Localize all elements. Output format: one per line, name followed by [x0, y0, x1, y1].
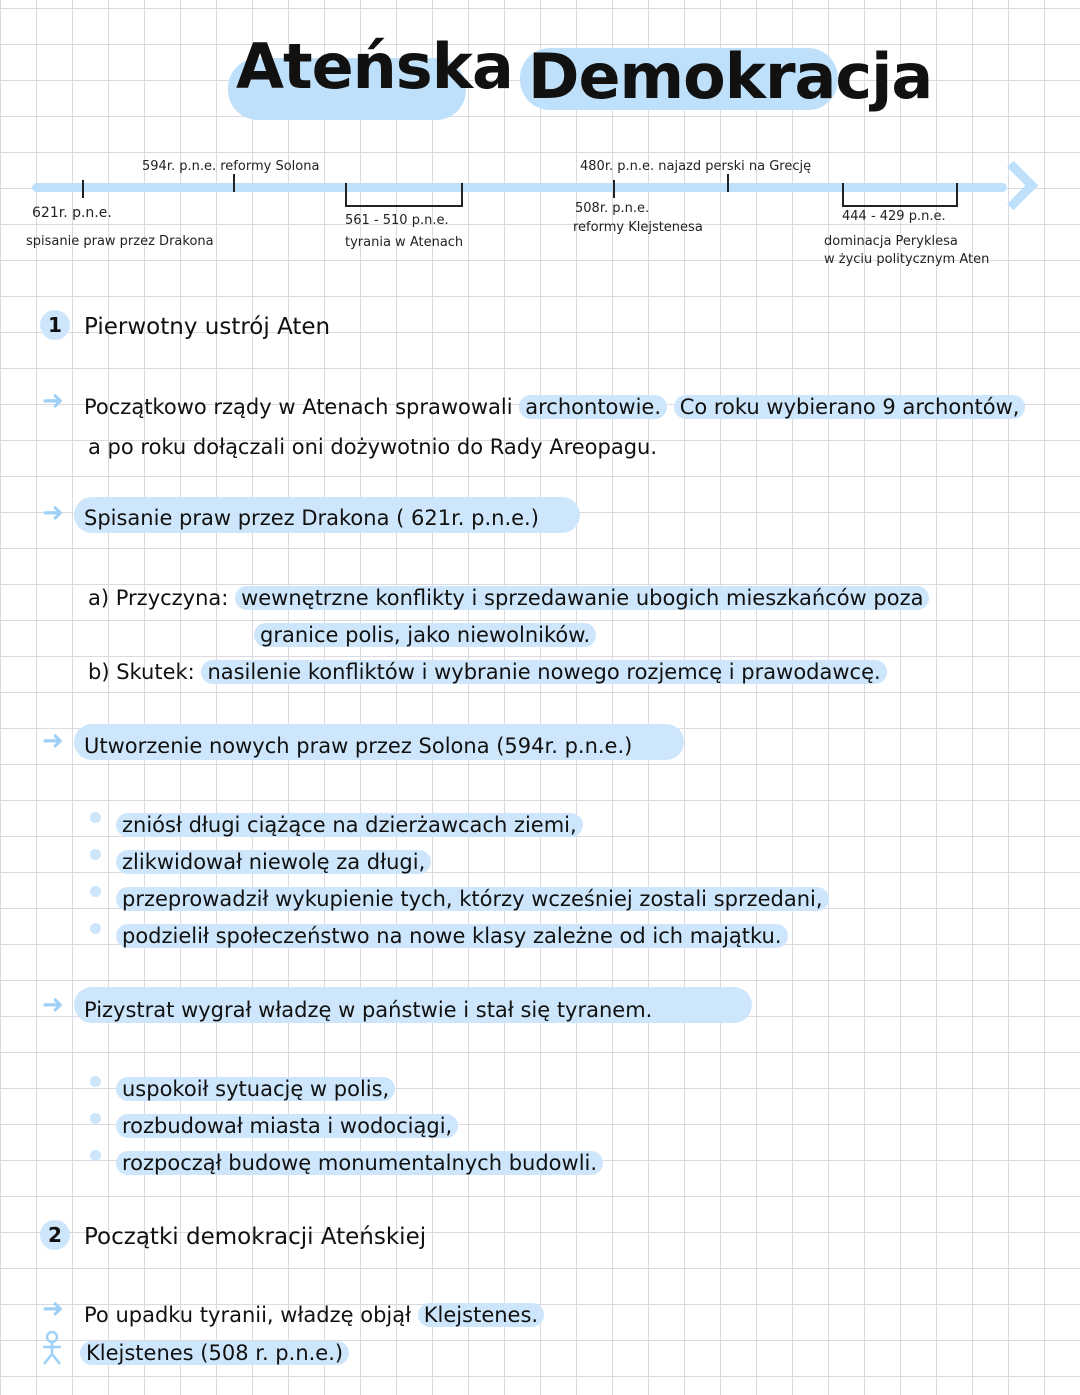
- timeline-text-444-2: w życiu politycznym Aten: [824, 252, 990, 267]
- timeline-date-561: 561 - 510 p.n.e.: [345, 213, 449, 228]
- pizystrat-bullet-1: uspokoił sytuację w polis,: [116, 1074, 395, 1104]
- timeline-text-444-1: dominacja Peryklesa: [824, 234, 958, 249]
- archons-text-a: Początkowo rządy w Atenach sprawowali: [84, 395, 513, 419]
- page-title-word-2: Demokracja: [528, 40, 933, 113]
- timeline-date-508: 508r. p.n.e.: [575, 201, 650, 216]
- arrow-icon: ➜: [42, 1294, 64, 1324]
- bullet-dot: [90, 1113, 101, 1124]
- section-2-title: Początki demokracji Ateńskiej: [84, 1224, 427, 1250]
- bullet-dot: [90, 886, 101, 897]
- arrow-icon: ➜: [42, 498, 64, 528]
- archons-line-1: [84, 392, 1025, 422]
- cause-line-1: [88, 583, 929, 613]
- pizystrat-bullet-3: rozpoczął budowę monumentalnych budowli.: [116, 1148, 603, 1178]
- bullet-dot: [90, 1150, 101, 1161]
- klejstenes-line: [84, 1300, 544, 1330]
- cause-line-2: [254, 620, 596, 650]
- section-2-number: 2: [40, 1220, 70, 1250]
- effect-text: nasilenie konfliktów i wybranie nowego rozjemcę i prawodawcę.: [201, 660, 886, 684]
- cause-text: wewnętrzne konflikty i sprzedawanie ubogich mieszkańców poza: [235, 586, 929, 610]
- timeline-date-621: 621r. p.n.e.: [32, 205, 112, 221]
- bullet-dot: [90, 923, 101, 934]
- bracket-561-510: [345, 183, 463, 207]
- timeline-label-594: 594r. p.n.e. reformy Solona: [142, 159, 320, 174]
- section-1-title: Pierwotny ustrój Aten: [84, 314, 331, 340]
- klejstenes-heading: Klejstenes (508 r. p.n.e.): [80, 1338, 349, 1368]
- page-title-word-1: Ateńska: [236, 30, 513, 103]
- effect-label: b) Skutek:: [88, 660, 195, 684]
- solon-bullet-4: podzielił społeczeństwo na nowe klasy zależne od ich majątku.: [116, 921, 788, 951]
- archons-line-2: a po roku dołączali oni dożywotnio do Rady Areopagu.: [88, 435, 658, 459]
- arrow-icon: ➜: [42, 386, 64, 416]
- pizystrat-bullet-2: rozbudował miasta i wodociągi,: [116, 1111, 458, 1141]
- klejstenes-highlight: Klejstenes.: [418, 1303, 544, 1327]
- timeline-arrowhead: [989, 161, 1038, 210]
- timeline-label-480: 480r. p.n.e. najazd perski na Grecję: [580, 159, 812, 174]
- archons-highlight: archontowie.: [519, 395, 667, 419]
- tick-621: [82, 180, 84, 198]
- person-icon: [40, 1330, 64, 1366]
- effect-line: [88, 657, 887, 687]
- solon-bullet-3: przeprowadził wykupienie tych, którzy wcześniej zostali sprzedani,: [116, 884, 829, 914]
- timeline-text-508: reformy Klejstenesa: [573, 220, 703, 235]
- tick-480: [727, 174, 729, 192]
- pizystrat-heading: Pizystrat wygrał władzę w państwie i stał się tyranem.: [84, 998, 653, 1022]
- tick-594: [233, 174, 235, 192]
- solon-bullet-1: zniósł długi ciążące na dzierżawcach ziemi,: [116, 810, 583, 840]
- klejstenes-text: Po upadku tyranii, władzę objął: [84, 1303, 412, 1327]
- arrow-icon: ➜: [42, 726, 64, 756]
- archons-text-b: Co roku wybierano 9 archontów,: [674, 395, 1026, 419]
- cause-text-2: granice polis, jako niewolników.: [254, 623, 596, 647]
- cause-label: a) Przyczyna:: [88, 586, 229, 610]
- bracket-444-429: [842, 183, 958, 207]
- bullet-dot: [90, 849, 101, 860]
- drakon-heading: Spisanie praw przez Drakona ( 621r. p.n.e.): [84, 506, 539, 530]
- timeline-date-444: 444 - 429 p.n.e.: [842, 209, 946, 224]
- timeline-text-561: tyrania w Atenach: [345, 235, 464, 250]
- bullet-dot: [90, 1076, 101, 1087]
- tick-508: [613, 180, 615, 198]
- solon-heading: Utworzenie nowych praw przez Solona (594r. p.n.e.): [84, 734, 633, 758]
- timeline-text-621: spisanie praw przez Drakona: [26, 234, 214, 249]
- bullet-dot: [90, 812, 101, 823]
- section-1-number: 1: [40, 310, 70, 340]
- solon-bullet-2: zlikwidował niewolę za długi,: [116, 847, 431, 877]
- arrow-icon: ➜: [42, 990, 64, 1020]
